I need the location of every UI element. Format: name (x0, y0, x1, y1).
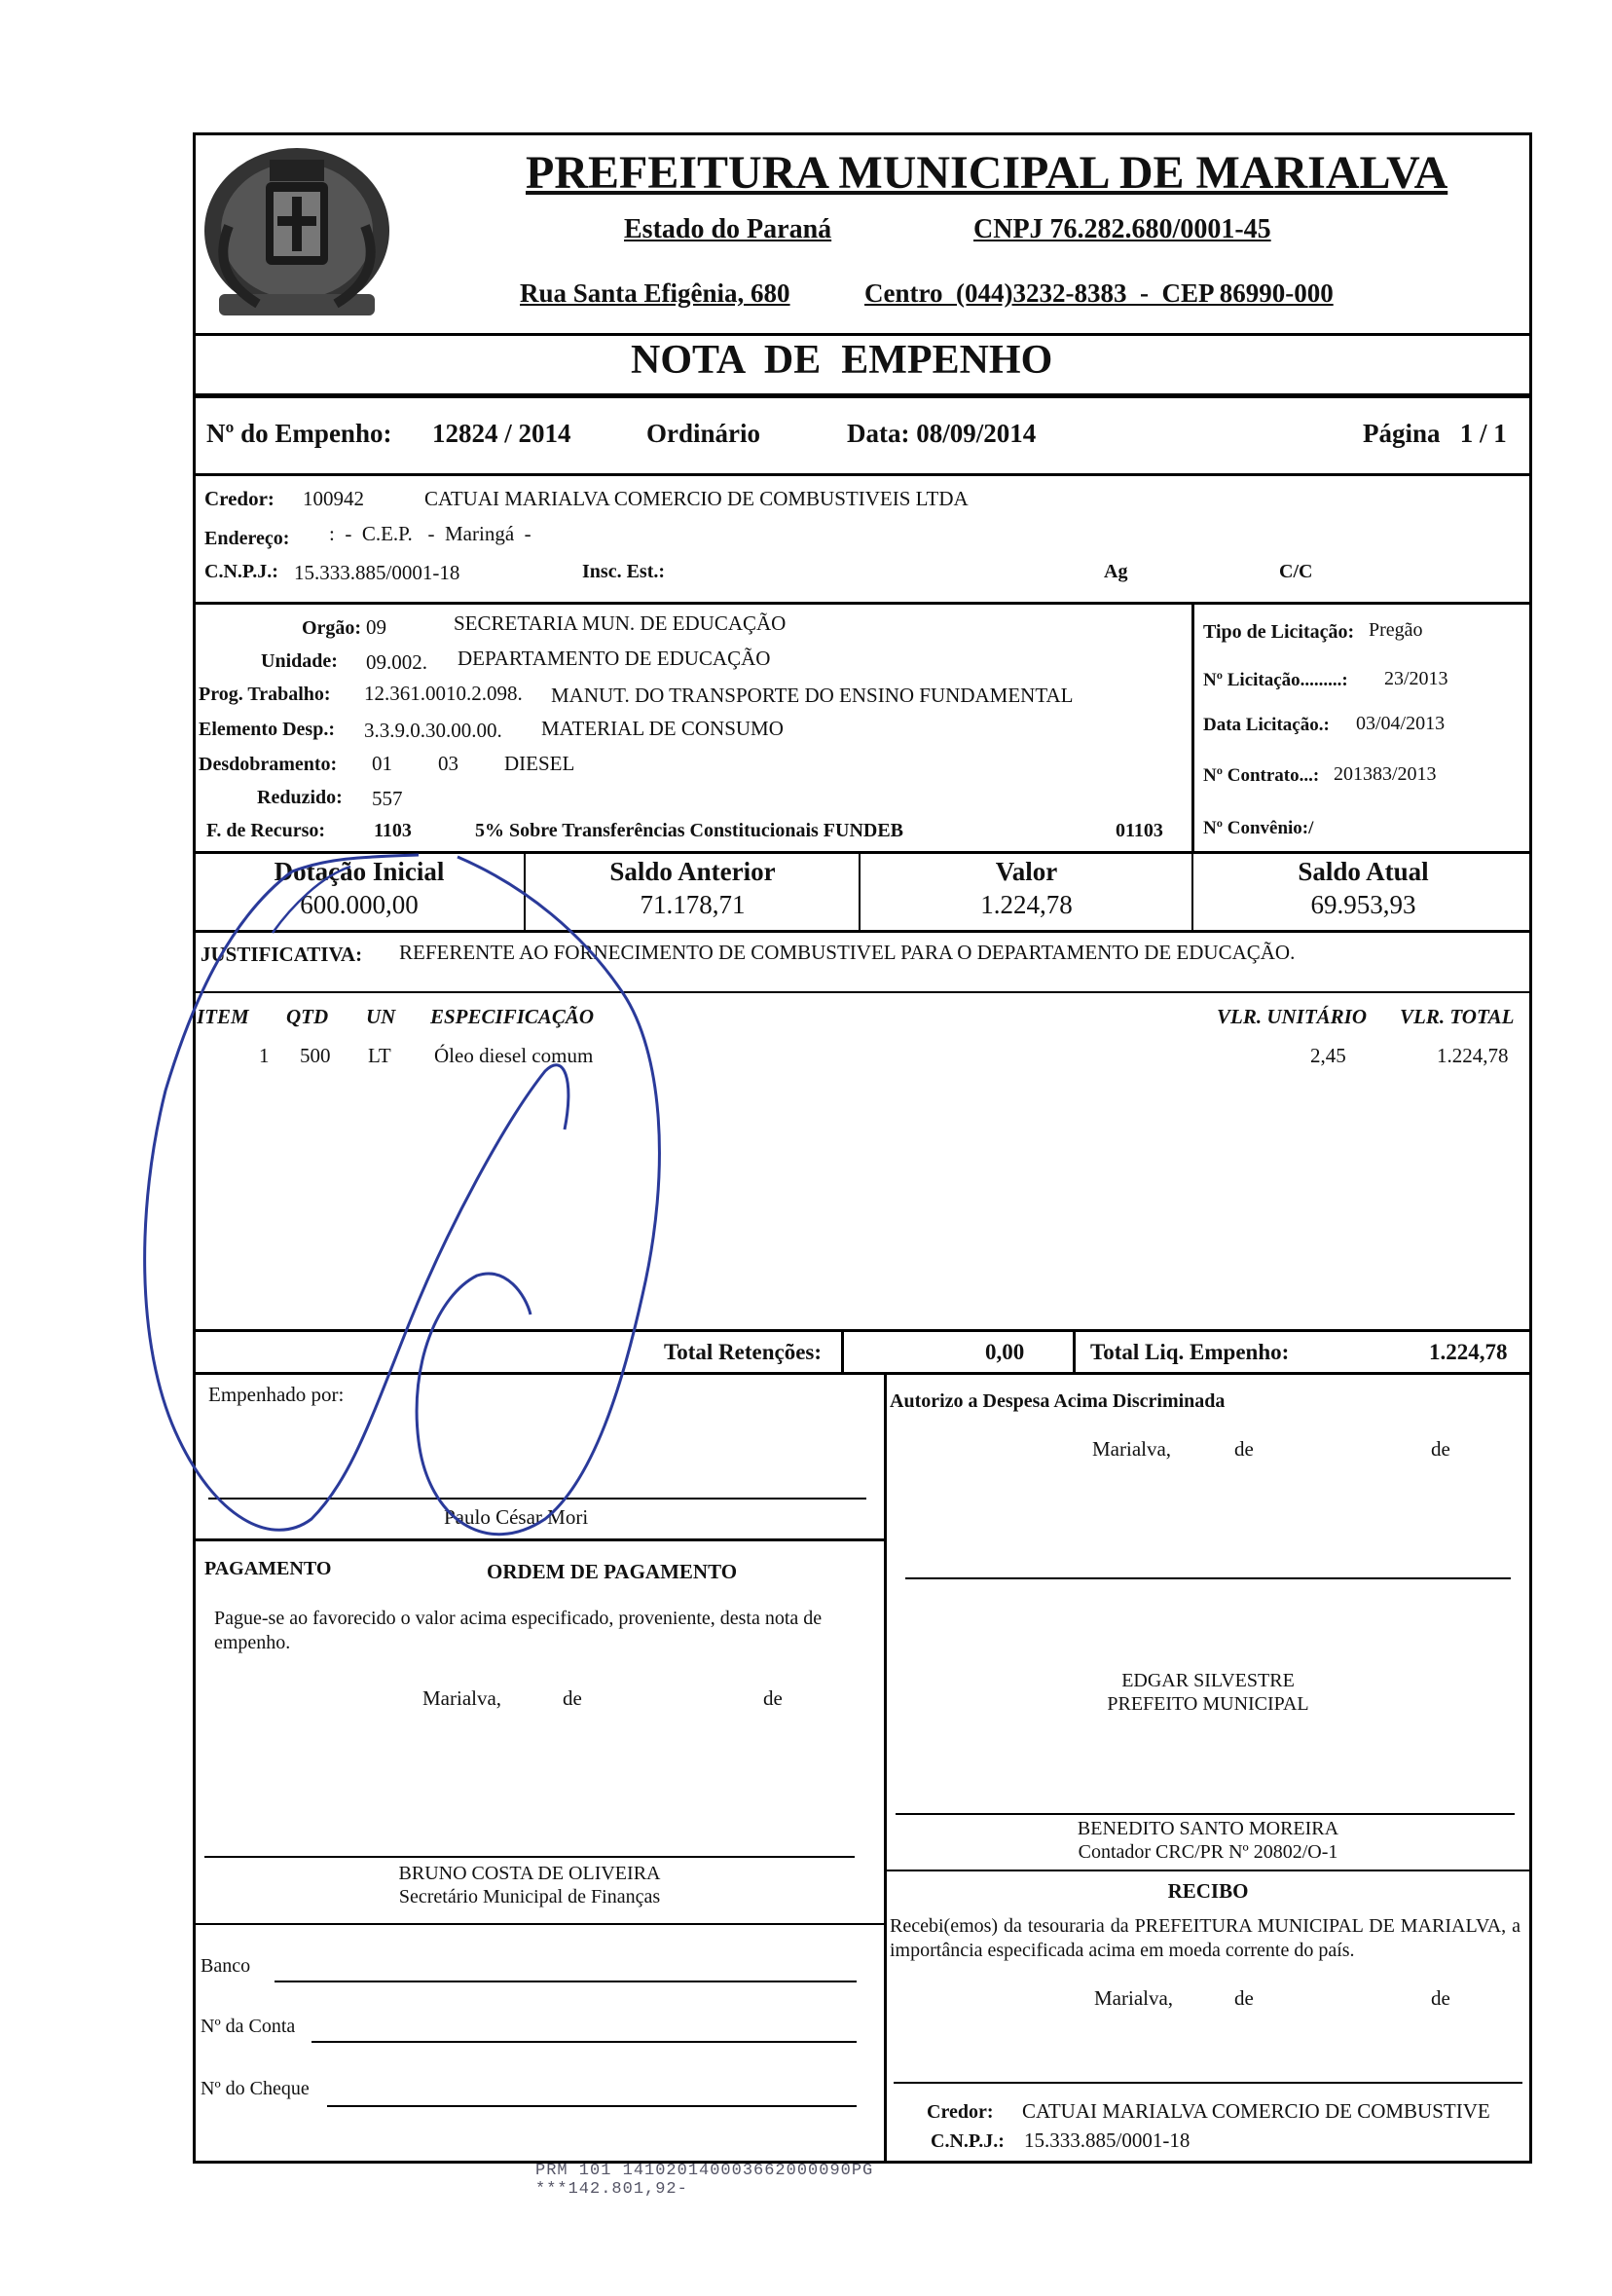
contador-role: Contador CRC/PR Nº 20802/O-1 (1078, 1841, 1338, 1863)
desdobramento-label: Desdobramento: (199, 754, 338, 775)
state-label: Estado do Paraná (624, 214, 832, 244)
unidade-code: 09.002. (366, 650, 427, 674)
page-number: Página 1 / 1 (1363, 419, 1507, 448)
prefeito-name: EDGAR SILVESTRE (1121, 1670, 1295, 1691)
saldo-atual-label: Saldo Atual (1298, 857, 1429, 886)
recurso-code: 1103 (374, 820, 412, 841)
data-licitacao-label: Data Licitação.: (1203, 715, 1330, 735)
recibo-credor-label: Credor: (927, 2101, 994, 2123)
total-retencoes-value: 0,00 (985, 1340, 1025, 1364)
col-vlr-unit-header: VLR. UNITÁRIO (1217, 1005, 1368, 1028)
empenhado-name: Paulo César Mori (444, 1505, 589, 1529)
item-espec: Óleo diesel comum (434, 1044, 594, 1067)
ag-label: Ag (1104, 561, 1128, 582)
contact-label: Centro (044)3232-8383 - CEP 86990-000 (864, 278, 1334, 308)
col-un-header: UN (366, 1005, 396, 1028)
prog-trabalho-code: 12.361.0010.2.098. (364, 682, 523, 705)
autorizo-title: Autorizo a Despesa Acima Discriminada (890, 1390, 1226, 1412)
convenio-label: Nº Convênio:/ (1203, 818, 1314, 838)
banco-label: Banco (201, 1955, 251, 1977)
endereco-value: : - C.E.P. - Maringá - (329, 522, 531, 545)
orgao-name: SECRETARIA MUN. DE EDUCAÇÃO (454, 611, 787, 635)
justificativa-text: REFERENTE AO FORNECIMENTO DE COMBUSTIVEL PARA O DEPARTAMENTO DE EDUCAÇÃO. (399, 941, 1296, 964)
numero-licitacao-value: 23/2013 (1384, 668, 1448, 689)
empenhado-label: Empenhado por: (208, 1383, 345, 1406)
elemento-label: Elemento Desp.: (199, 719, 335, 740)
cheque-label: Nº do Cheque (201, 2078, 310, 2099)
pagamento-city: Marialva, (422, 1686, 502, 1710)
elemento-code: 3.3.9.0.30.00.00. (364, 719, 502, 742)
recurso-code2: 01103 (1116, 820, 1163, 841)
credor-cnpj: 15.333.885/0001-18 (294, 561, 460, 584)
prog-trabalho-label: Prog. Trabalho: (199, 684, 331, 705)
recurso-name: 5% Sobre Transferências Constitucionais FUNDEB (475, 820, 904, 841)
cc-label: C/C (1279, 561, 1313, 582)
recibo-cnpj-label: C.N.P.J.: (931, 2130, 1005, 2152)
desdobramento-name: DIESEL (504, 752, 575, 775)
recibo-de1: de (1234, 1986, 1254, 2010)
recibo-de2: de (1431, 1986, 1450, 2010)
saldo-anterior-value: 71.178,71 (640, 890, 746, 919)
empenho-number-label: Nº do Empenho: (206, 419, 392, 448)
col-vlr-total-header: VLR. TOTAL (1400, 1005, 1515, 1028)
recurso-label: F. de Recurso: (206, 820, 326, 841)
recibo-title: RECIBO (1167, 1879, 1249, 1903)
ordem-pagamento-title: ORDEM DE PAGAMENTO (487, 1560, 738, 1583)
item-vlr-total: 1.224,78 (1437, 1044, 1509, 1067)
credor-label: Credor: (204, 487, 275, 510)
pagamento-title: PAGAMENTO (204, 1558, 332, 1579)
document-title: NOTA DE EMPENHO (631, 338, 1053, 383)
valor-value: 1.224,78 (980, 890, 1073, 919)
contrato-label: Nº Contrato...: (1203, 765, 1320, 786)
orgao-label: Orgão: (302, 617, 362, 639)
credor-code: 100942 (303, 487, 364, 510)
conta-label: Nº da Conta (201, 2016, 296, 2037)
unidade-name: DEPARTAMENTO DE EDUCAÇÃO (458, 647, 771, 670)
recibo-text: Recebi(emos) da tesouraria da PREFEITURA MUNICIPAL DE MARIALVA, a importância especificada acima em moeda corrente do país. (890, 1915, 1520, 1961)
secretario-name: BRUNO COSTA DE OLIVEIRA (398, 1863, 661, 1884)
unidade-label: Unidade: (261, 650, 338, 672)
saldo-atual-value: 69.953,93 (1310, 890, 1416, 919)
endereco-label: Endereço: (204, 528, 290, 549)
justificativa-label: JUSTIFICATIVA: (201, 943, 363, 966)
page-title: PREFEITURA MUNICIPAL DE MARIALVA (526, 147, 1448, 199)
tipo-licitacao-label: Tipo de Licitação: (1203, 621, 1355, 643)
valor-label: Valor (995, 857, 1058, 886)
total-liquido-label: Total Liq. Empenho: (1090, 1340, 1290, 1364)
credor-name: CATUAI MARIALVA COMERCIO DE COMBUSTIVEIS LTDA (424, 487, 969, 510)
prog-trabalho-name: MANUT. DO TRANSPORTE DO ENSINO FUNDAMENTAL (551, 684, 1074, 707)
item-un: LT (368, 1044, 391, 1067)
dotacao-inicial-label: Dotação Inicial (274, 857, 445, 886)
saldo-anterior-label: Saldo Anterior (609, 857, 776, 886)
autorizo-city: Marialva, (1092, 1437, 1172, 1461)
pagamento-de1: de (563, 1686, 582, 1710)
col-item-header: ITEM (197, 1005, 249, 1028)
recibo-credor-name: CATUAI MARIALVA COMERCIO DE COMBUSTIVE (1022, 2099, 1490, 2123)
pagamento-de2: de (763, 1686, 783, 1710)
empenho-type: Ordinário (646, 419, 761, 448)
data-licitacao-value: 03/04/2013 (1356, 713, 1446, 734)
address-label: Rua Santa Efigênia, 680 (520, 278, 790, 308)
tipo-licitacao-value: Pregão (1369, 619, 1423, 641)
empenho-number: 12824 / 2014 (432, 419, 571, 448)
item-number: 1 (259, 1044, 270, 1067)
empenho-date: Data: 08/09/2014 (847, 419, 1037, 448)
autorizo-de2: de (1431, 1437, 1450, 1461)
cnpj-label: CNPJ 76.282.680/0001-45 (973, 214, 1271, 244)
item-vlr-unit: 2,45 (1310, 1044, 1346, 1067)
col-espec-header: ESPECIFICAÇÃO (430, 1005, 595, 1028)
contrato-value: 201383/2013 (1334, 763, 1437, 785)
credor-cnpj-label: C.N.P.J.: (204, 561, 278, 582)
elemento-name: MATERIAL DE CONSUMO (541, 717, 784, 740)
orgao-code: 09 (366, 615, 386, 639)
pagamento-text: Pague-se ao favorecido o valor acima especificado, proveniente, desta nota de empenho. (214, 1608, 823, 1653)
desdobramento-b: 03 (438, 752, 458, 775)
autorizo-de1: de (1234, 1437, 1254, 1461)
item-qtd: 500 (300, 1044, 331, 1067)
numero-licitacao-label: Nº Licitação.........: (1203, 670, 1348, 690)
secretario-role: Secretário Municipal de Finanças (398, 1886, 661, 1907)
insc-est-label: Insc. Est.: (582, 561, 666, 582)
col-qtd-header: QTD (286, 1005, 329, 1028)
recibo-cnpj: 15.333.885/0001-18 (1024, 2129, 1191, 2152)
contador-name: BENEDITO SANTO MOREIRA (1077, 1818, 1339, 1839)
reduzido-label: Reduzido: (257, 787, 343, 808)
total-retencoes-label: Total Retenções: (664, 1340, 823, 1364)
prefeito-role: PREFEITO MUNICIPAL (1107, 1693, 1309, 1715)
dotacao-inicial-value: 600.000,00 (300, 890, 419, 919)
recibo-city: Marialva, (1094, 1986, 1174, 2010)
bank-stamp: PRM 101 141020140003662000090PG ***142.801,92- (535, 2162, 874, 2199)
desdobramento-a: 01 (372, 752, 392, 775)
total-liquido-value: 1.224,78 (1429, 1340, 1508, 1364)
reduzido-value: 557 (372, 787, 403, 810)
